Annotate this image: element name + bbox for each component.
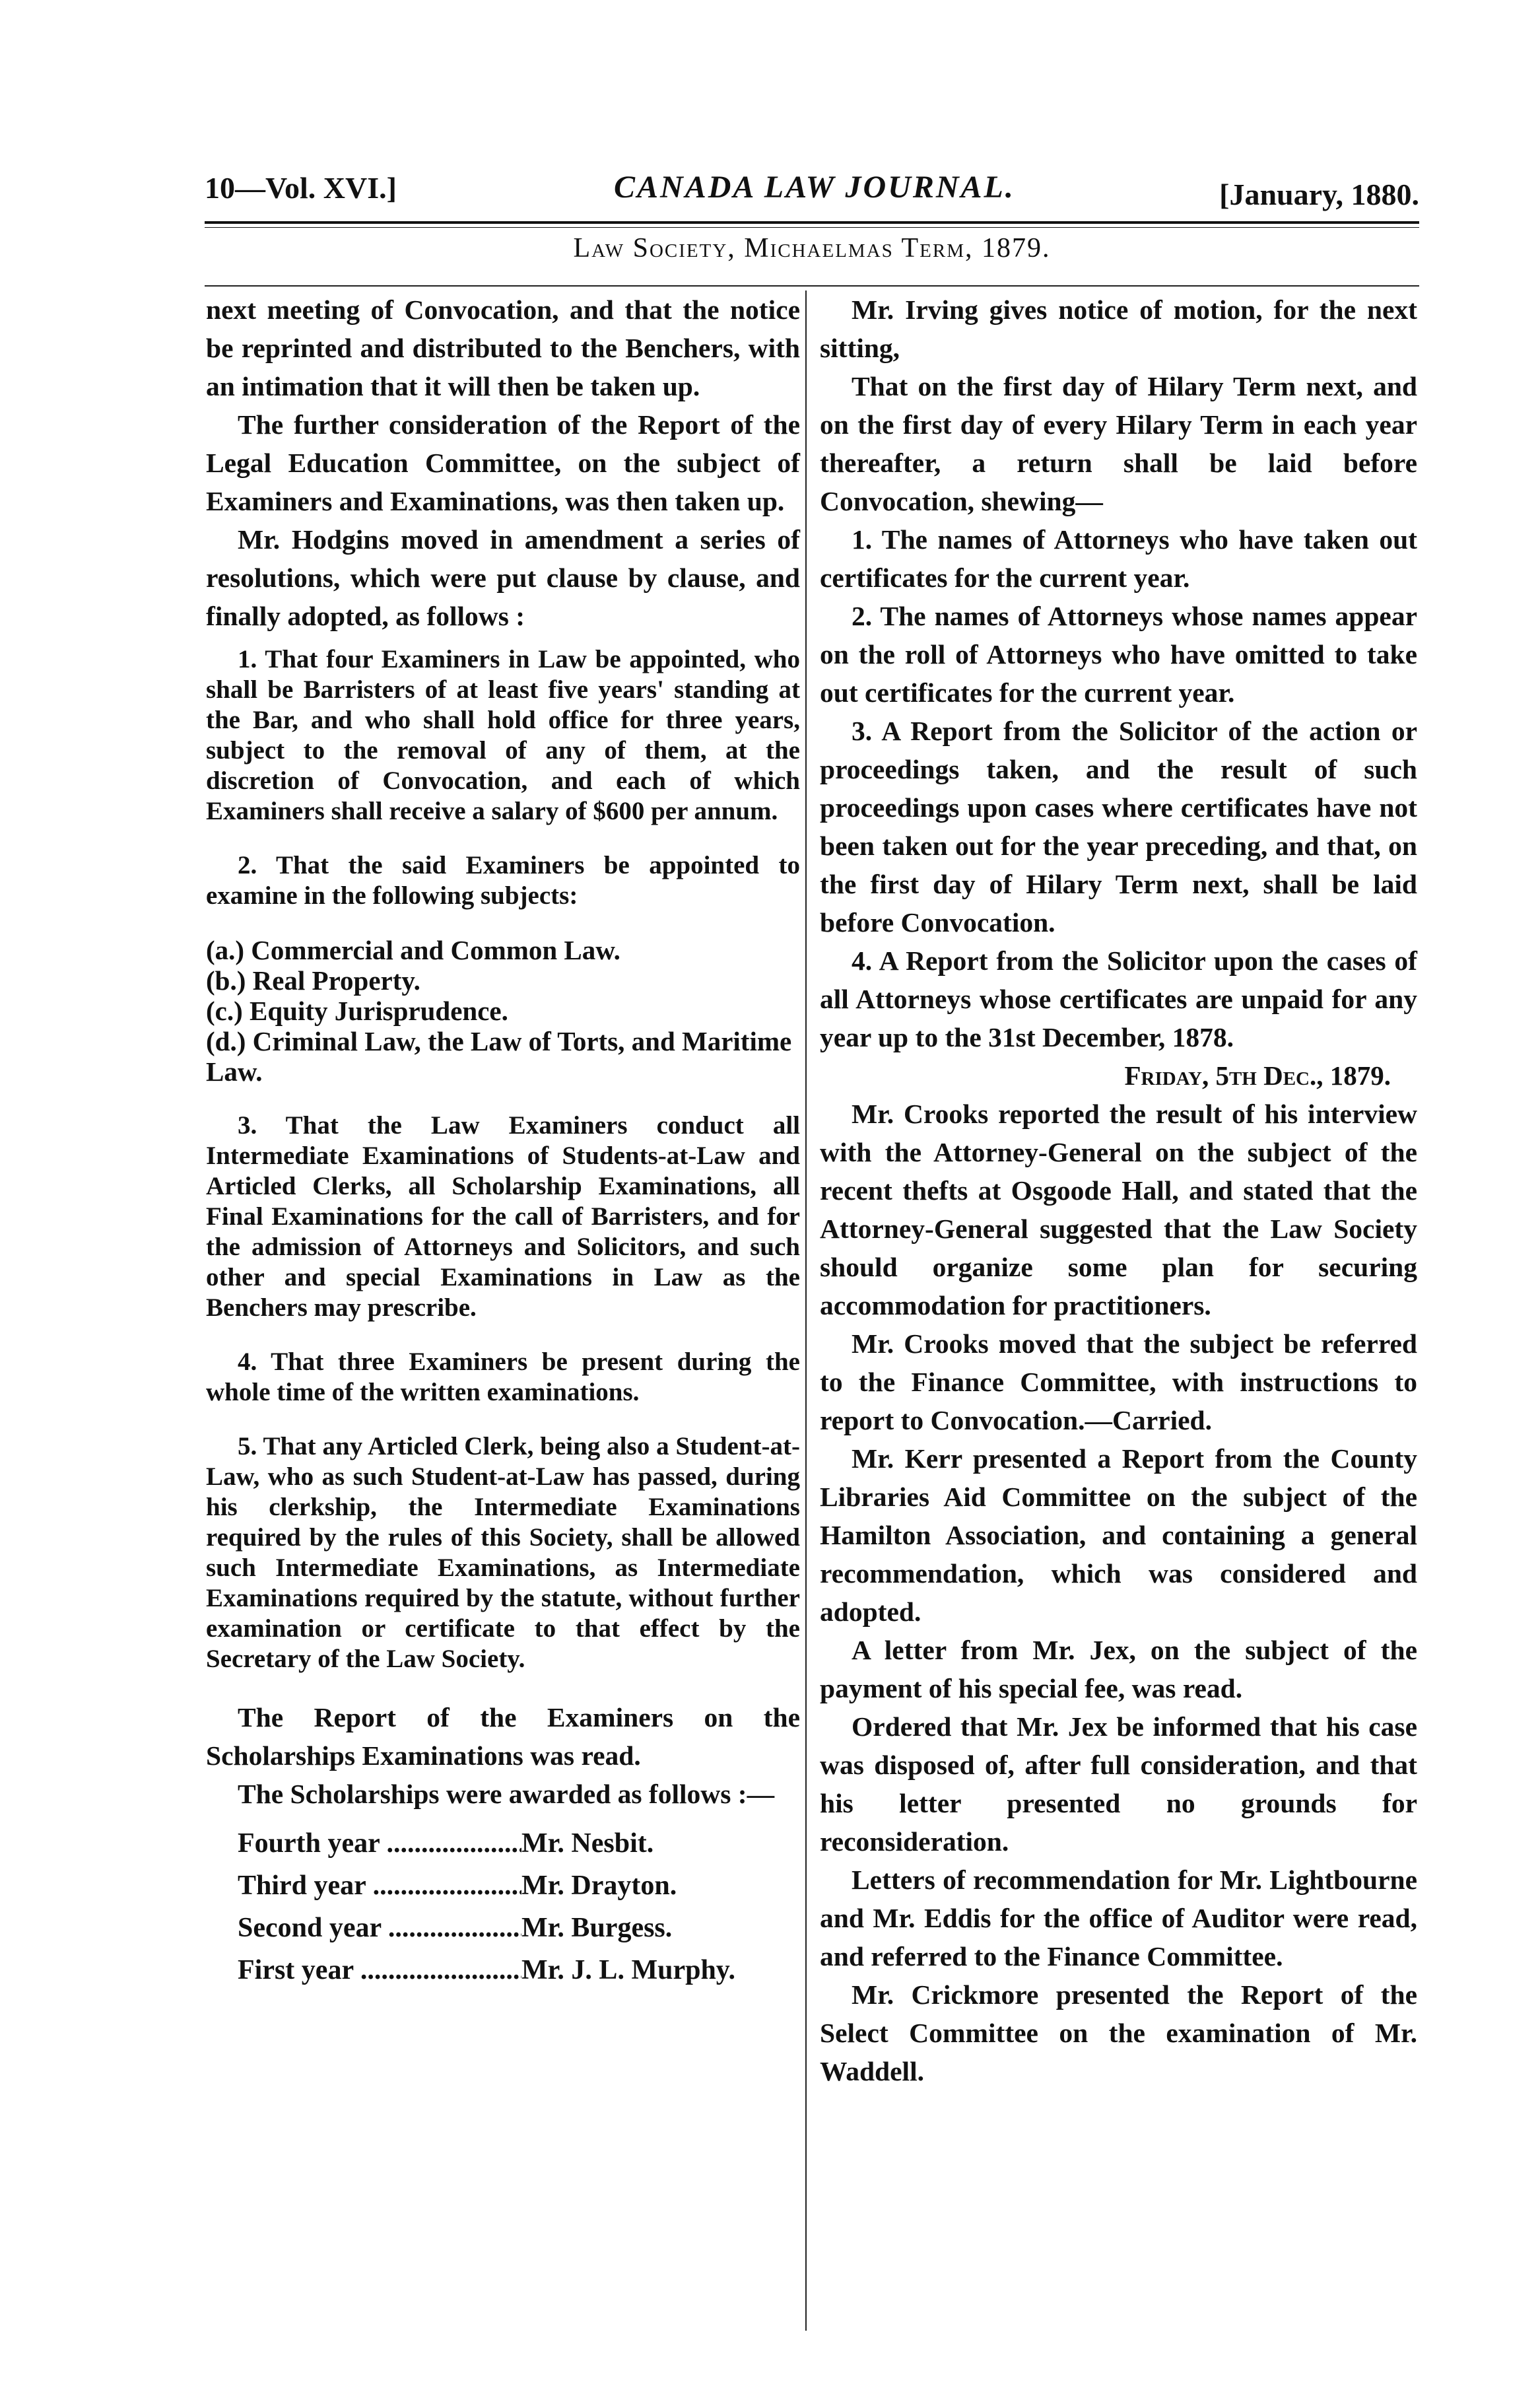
paragraph: The Report of the Examiners on the Scholarships Examinations was read. (206, 1702, 800, 1771)
paragraph: Mr. Crooks moved that the subject be referred to the Finance Committee, with instructions to report to Convocation.—Carried. (820, 1328, 1417, 1435)
column-divider (805, 291, 807, 2331)
paragraph: Mr. Crooks reported the result of his interview with the Attorney-General on the subject of the recent thefts at Osgoode Hall, and stated that the Attorney-General suggested that the Law Society should organize some plan for securing accommodation for practitioners. (820, 1099, 1417, 1320)
paragraph: The Scholarships were awarded as follows :— (238, 1779, 775, 1809)
list-item: (a.) Commercial and Common Law. (206, 935, 620, 965)
return-item-2: 2. The names of Attorneys whose names appear on the roll of Attorneys who have omitted to take out certificates for the current year. (820, 601, 1417, 708)
resolution-3: 3. That the Law Examiners conduct all Intermediate Examinations of Students-at-Law and Articled Clerks, all Scholarship Examinations, all Final Examinations for the call of Barristers, and for the admission of Attorneys and Solicitors, and such other and special Examinations in Law as the Benchers may prescribe. (206, 1111, 800, 1322)
paragraph: A letter from Mr. Jex, on the subject of the payment of his special fee, was read. (820, 1635, 1417, 1703)
list-item (238, 1949, 800, 1991)
paragraph: That on the first day of Hilary Term next, and on the first day of every Hilary Term in each year thereafter, a return shall be laid before Convocation, shewing— (820, 371, 1417, 516)
list-item: (b.) Real Property. (206, 965, 420, 996)
award-year: First year ..... (238, 1949, 521, 1991)
paragraph: Mr. Hodgins moved in amendment a series of resolutions, which were put clause by clause, and finally adopted, as follows : (206, 524, 800, 631)
section-subheading: Law Society, Michaelmas Term, 1879. (573, 233, 1051, 263)
subheading-rule (205, 285, 1419, 287)
paragraph: Letters of recommendation for Mr. Lightbourne and Mr. Eddis for the office of Auditor were read, and referred to the Finance Committee. (820, 1865, 1417, 1971)
award-name: Mr. Drayton. (521, 1870, 677, 1901)
page-header (205, 151, 1419, 210)
journal-title: CANADA LAW JOURNAL. (614, 170, 1015, 205)
paragraph: The further consideration of the Report of the Legal Education Committee, on the subject of Examiners and Examinations, was then taken up. (206, 409, 800, 516)
sitting-date: Friday, 5th Dec., 1879. (1124, 1060, 1391, 1091)
return-item-3: 3. A Report from the Solicitor of the action or proceedings taken, and the result of such proceedings upon cases where certificates have not been taken out for the year preceding, and that, on the first day of Hilary Term next, shall be laid before Convocation. (820, 716, 1417, 938)
award-year: Second year ..... (238, 1907, 521, 1949)
subject-list (206, 935, 800, 1087)
header-rule-thick (205, 221, 1419, 224)
paragraph: Mr. Kerr presented a Report from the County Libraries Aid Committee on the subject of the Hamilton Association, and containing a general recommendation, which was considered and adopted. (820, 1443, 1417, 1627)
resolution-1: 1. That four Examiners in Law be appointed, who shall be Barristers of at least five years' standing at the Bar, and who shall hold office for three years, subject to the removal of any of them, at the discretion of Convocation, and each of which Examiners shall receive a salary of $600 per annum. (206, 645, 800, 825)
award-year: Third year ..... (238, 1865, 521, 1907)
list-item: (c.) Equity Jurisprudence. (206, 996, 508, 1026)
return-item-1: 1. The names of Attorneys who have taken out certificates for the current year. (820, 524, 1417, 593)
paragraph: Mr. Irving gives notice of motion, for the next sitting, (820, 294, 1417, 363)
list-item (238, 1865, 800, 1907)
resolution-2: 2. That the said Examiners be appointed to examine in the following subjects: (206, 851, 800, 910)
paragraph: Mr. Crickmore presented the Report of the Select Committee on the examination of Mr. Waddell. (820, 1979, 1417, 2086)
award-name: Mr. Nesbit. (521, 1828, 654, 1859)
header-rule-thin (205, 227, 1419, 228)
paragraph: Ordered that Mr. Jex be informed that his case was disposed of, after full consideration, and that his letter presented no grounds for reconsideration. (820, 1711, 1417, 1857)
award-year: Fourth year ..... (238, 1822, 521, 1865)
list-item: (d.) Criminal Law, the Law of Torts, and Maritime Law. (206, 1026, 792, 1087)
right-column (820, 291, 1417, 2090)
volume-label: 10—Vol. XVI.] (205, 171, 397, 205)
list-item (238, 1907, 800, 1949)
left-column (206, 291, 800, 1991)
award-name: Mr. Burgess. (521, 1913, 673, 1943)
paragraph: next meeting of Convocation, and that the notice be reprinted and distributed to the Benchers, with an intimation that it will then be taken up. (206, 294, 800, 401)
issue-date: [January, 1880. (1219, 178, 1419, 211)
resolution-4: 4. That three Examiners be present during the whole time of the written examinations. (206, 1348, 800, 1406)
list-item (238, 1822, 800, 1865)
scholarship-awards (238, 1822, 800, 1991)
award-name: Mr. J. L. Murphy. (521, 1955, 735, 1985)
resolution-5: 5. That any Articled Clerk, being also a Student-at-Law, who as such Student-at-Law has passed, during his clerkship, the Intermediate Examinations required by the rules of this Society, shall be allowed such Intermediate Examinations, as Intermediate Examinations required by the statute, without further examination or certificate to that effect by the Secretary of the Law Society. (206, 1432, 800, 1673)
return-item-4: 4. A Report from the Solicitor upon the cases of all Attorneys whose certificates are unpaid for any year up to the 31st December, 1878. (820, 945, 1417, 1052)
